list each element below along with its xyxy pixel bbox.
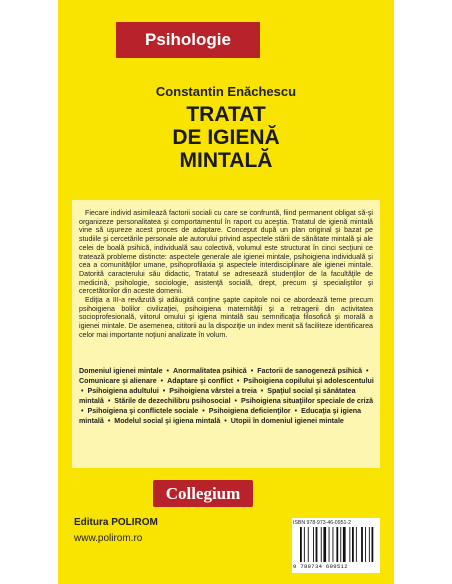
topic-separator: • bbox=[364, 367, 369, 375]
topic-item: Anormalitatea psihică bbox=[173, 367, 247, 375]
topic-separator: • bbox=[160, 387, 168, 395]
barcode-bar bbox=[329, 527, 330, 562]
topic-separator: • bbox=[248, 367, 256, 375]
barcode-bar bbox=[340, 527, 341, 562]
description-paragraph: Ediţia a III-a revăzută şi adăugită conţine şapte capitole noi ce abordează teme precum psihoigiena bolilor civilizaţiei, psihoigiena maternităţii şi a retragerii din activitatea socioprofesională, viitorul omului şi igiena mintală sau semnificaţia filosofică şi morală a igienei mintale. De asemenea, cititorii au la dispoziţie un index menit să faciliteze identificarea celor mai importante noţiuni analizate în volum. bbox=[79, 296, 373, 339]
book-title bbox=[0, 103, 452, 172]
barcode-icon bbox=[300, 527, 377, 562]
barcode-bar bbox=[356, 527, 357, 562]
book-description bbox=[79, 209, 373, 340]
collegium-logo-text: Collegium bbox=[165, 483, 241, 503]
barcode-bar bbox=[343, 527, 346, 562]
topic-separator: • bbox=[81, 407, 86, 415]
topic-item: Domeniul igienei mintale bbox=[79, 367, 163, 375]
barcode-bar bbox=[300, 527, 302, 562]
topic-separator: • bbox=[105, 397, 113, 405]
topic-item: Factorii de sanogeneză psihică bbox=[257, 367, 363, 375]
description-paragraph: Fiecare individ asimilează factorii sociali cu care se confruntă, fiind permanent obligat să-şi organizeze personalitatea şi comportamentul în raport cu aceştia. Tratatul de igienă mintală vine să uşureze acest proces de adaptare. Conceput după un plan original şi bazat pe studiile şi cercetările personale ale autorului privind aspectele stării de sănătate mintală şi ale celei de boală psihică, individuală sau colectivă, volumul este structurat în cinci secţiuni ce tratează probleme distincte: aspectele generale ale igienei mintale, psihoigiena individuală şi cea a comunităţilor umane, psihoprofilaxia şi aspectele interdisciplinare ale igienei mintale. Datorită caracterului său didactic, Tratatul se adresează studenţilor de la facultăţile de medicină, psihologie, sociologie, asistenţă socială, drept, precum şi specialiştilor şi cercetătorilor din aceste domenii. bbox=[79, 209, 373, 296]
publisher-name: Editura POLIROM bbox=[74, 517, 158, 528]
topic-item: Spaţiul social şi sănătatea mintală bbox=[79, 387, 356, 405]
barcode-bar bbox=[323, 527, 326, 562]
series-label: Psihologie bbox=[116, 22, 260, 58]
topic-separator: • bbox=[258, 387, 266, 395]
barcode-bar bbox=[336, 527, 338, 562]
topic-item: Psihoigiena vârstei a treia bbox=[169, 387, 257, 395]
topic-item: Stările de dezechilibru psihosocial bbox=[114, 397, 231, 405]
topic-item: Psihoigiena şi conflictele sociale bbox=[87, 407, 199, 415]
topic-separator: • bbox=[234, 377, 242, 385]
topic-separator: • bbox=[200, 407, 207, 415]
title-line: DE IGIENĂ bbox=[172, 126, 280, 149]
title-line: MINTALĂ bbox=[179, 149, 273, 172]
barcode-bar bbox=[333, 527, 334, 562]
topic-item: Modelul social şi igiena mintală bbox=[114, 417, 221, 425]
topic-item: Utopii în domeniul igienei mintale bbox=[230, 417, 344, 425]
barcode-bar bbox=[313, 527, 314, 562]
topic-item: Adaptare şi conflict bbox=[167, 377, 233, 385]
barcode-bar bbox=[369, 527, 370, 562]
topic-separator: • bbox=[158, 377, 166, 385]
publisher-website: www.polirom.ro bbox=[74, 533, 143, 544]
topic-item: Psihoigiena copilului şi adolescentului bbox=[243, 377, 374, 385]
barcode-bar bbox=[316, 527, 318, 562]
barcode-bar bbox=[308, 527, 309, 562]
topic-separator: • bbox=[232, 397, 240, 405]
topic-item: Psihoigiena situaţiilor speciale de criză bbox=[241, 397, 374, 405]
topic-separator: • bbox=[292, 407, 300, 415]
author-name: Constantin Enăchescu bbox=[155, 84, 297, 99]
topic-item: Educaţia şi igiena mintală bbox=[79, 407, 362, 425]
barcode-bar bbox=[352, 527, 354, 562]
topic-separator: • bbox=[81, 387, 86, 395]
collegium-logo bbox=[153, 480, 253, 507]
barcode-bar bbox=[361, 527, 363, 562]
barcode-bar bbox=[349, 527, 350, 562]
topic-item: Psihoigiena deficienţilor bbox=[208, 407, 291, 415]
topic-item: Psihoigiena adultului bbox=[87, 387, 159, 395]
barcode-bar bbox=[321, 527, 322, 562]
barcode-number: 9 789734 609512 bbox=[293, 563, 348, 570]
topic-separator: • bbox=[105, 417, 113, 425]
isbn-text: ISBN 978-973-46-0951-2 bbox=[293, 520, 351, 526]
topic-separator: • bbox=[164, 367, 172, 375]
barcode-bar bbox=[372, 527, 374, 562]
barcode-bar bbox=[365, 527, 366, 562]
topic-item: Comunicare şi alienare bbox=[79, 377, 157, 385]
topic-separator: • bbox=[222, 417, 229, 425]
topic-list bbox=[79, 366, 375, 426]
barcode-bar bbox=[304, 527, 305, 562]
title-line: TRATAT bbox=[186, 103, 266, 126]
